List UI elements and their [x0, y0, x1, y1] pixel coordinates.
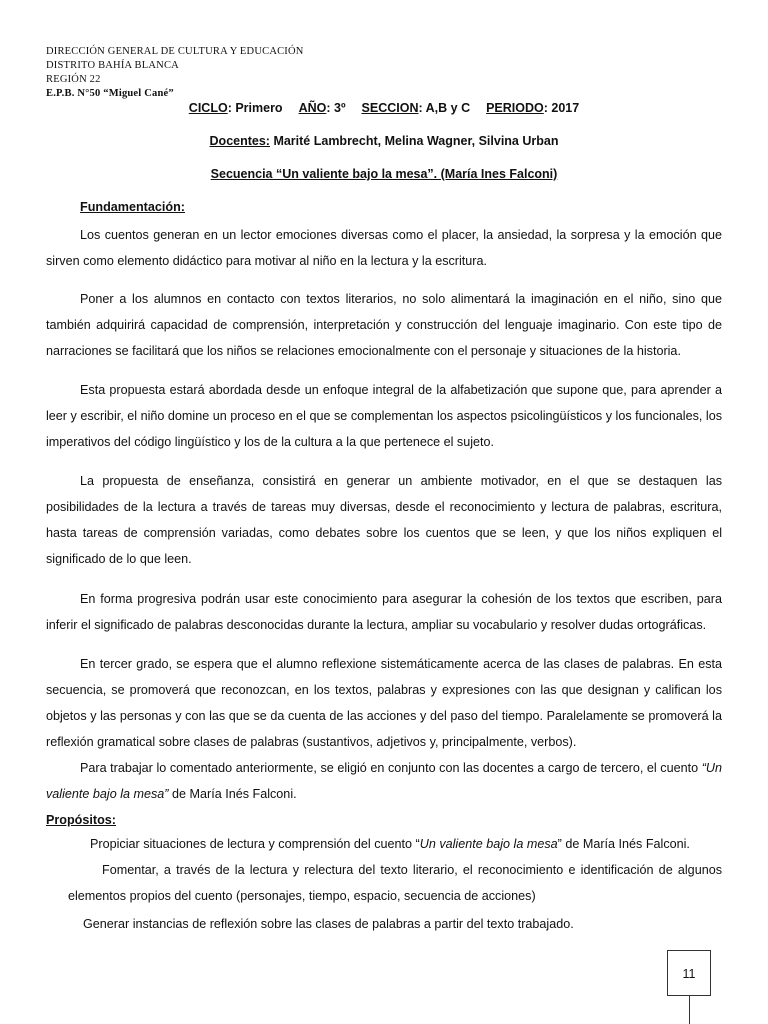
page-number-connector [689, 996, 690, 1024]
ciclo-label: CICLO [188, 101, 228, 115]
seccion-label: SECCION [361, 101, 419, 115]
course-info-line [0, 101, 768, 115]
page-number: 11 [682, 967, 696, 981]
docentes-line [0, 134, 768, 148]
purpose-story-title-italic: Un valiente bajo la mesa [419, 837, 558, 851]
paragraph-2: Poner a los alumnos en contacto con textos literarios, no solo alimentará la imaginación en el niño, sino que también adquirirá capacidad de comprensión, interpretación y construcción del lenguaje imaginario. Con este tipo de narraciones se facilitará que los niños se relaciones emocionalmente con el personaje y situaciones de la historia. [46, 292, 722, 358]
seccion-value: : A,B y C [418, 101, 471, 115]
docentes-value: Marité Lambrecht, Melina Wagner, Silvina Urban [269, 134, 559, 148]
paragraph-1: Los cuentos generan en un lector emociones diversas como el placer, la ansiedad, la sorpresa y la emoción que sirven como elemento didáctico para motivar al niño en la lectura y la escritura. [46, 228, 722, 268]
story-title-italic: “Un valiente bajo la mesa” [46, 761, 722, 801]
header-line-region: REGIÓN 22 [46, 74, 101, 85]
periodo-value: : 2017 [543, 101, 580, 115]
institution-header [46, 45, 304, 101]
paragraph-5: En forma progresiva podrán usar este conocimiento para asegurar la cohesión de los textos que escriben, para inferir el significado de palabras desconocidas durante la lectura, ampliar su vocabulario y resolver dudas ortográficas. [46, 592, 722, 632]
purpose-item-1-text-a: Propiciar situaciones de lectura y comprensión del cuento “ [90, 837, 420, 851]
header-line-school: E.P.B. N°50 “Miguel Cané” [46, 88, 174, 99]
docentes-label: Docentes: [209, 134, 270, 148]
sequence-title [0, 167, 768, 181]
header-line-distrito: DISTRITO BAHÍA BLANCA [46, 60, 179, 71]
propositos-heading: Propósitos: [46, 813, 116, 827]
paragraph-7-text-a: Para trabajar lo comentado anteriormente, se eligió en conjunto con las docentes a cargo de tercero, el cuento [80, 761, 702, 775]
paragraph-7-text-b: de María Inés Falconi. [168, 787, 297, 801]
purpose-item-1 [90, 831, 720, 857]
anio-value: : 3º [326, 101, 346, 115]
anio-label: AÑO [298, 101, 327, 115]
purpose-item-3: Generar instancias de reflexión sobre las clases de palabras a partir del texto trabajado. [83, 917, 574, 931]
purpose-item-2: Fomentar, a través de la lectura y relectura del texto literario, el reconocimiento e identificación de algunos elementos propios del cuento (personajes, tiempo, espacio, secuencia de acciones) [68, 863, 722, 903]
page-number-box [667, 950, 711, 996]
paragraph-7 [46, 755, 722, 807]
header-line-direccion: DIRECCIÓN GENERAL DE CULTURA Y EDUCACIÓN [46, 46, 304, 57]
paragraph-6: En tercer grado, se espera que el alumno reflexione sistemáticamente acerca de las clases de palabras. En esta secuencia, se promoverá que reconozcan, en los textos, palabras y expresiones con las que designan y califican los objetos y las personas y con las que se da cuenta de las acciones y del paso del tiempo. Paralelamente se promoverá la reflexión gramatical sobre clases de palabras (sustantivos, adjetivos y, principalmente, verbos). [46, 657, 722, 749]
sequence-title-text: Secuencia “Un valiente bajo la mesa”. (María Ines Falconi) [210, 167, 558, 181]
paragraph-4: La propuesta de enseñanza, consistirá en generar un ambiente motivador, en el que se destaquen las posibilidades de la lectura a través de tareas muy diversas, desde el reconocimiento y lectura de palabras, escritura, hasta tareas de comprensión variadas, como debates sobre los cuentos que se leen, y que los niños expliquen el significado de lo que leen. [46, 474, 722, 566]
ciclo-value: : Primero [227, 101, 283, 115]
paragraph-3: Esta propuesta estará abordada desde un enfoque integral de la alfabetización que supone que, para aprender a leer y escribir, el niño domine un proceso en el que se complementan los aspectos psicolingüísticos y los funcionales, los imperativos del código lingüístico y los de la cultura a la que pertenece el sujeto. [46, 383, 722, 449]
periodo-label: PERIODO [486, 101, 544, 115]
purpose-item-1-text-b: ” de María Inés Falconi. [557, 837, 690, 851]
fundamentacion-heading: Fundamentación: [80, 200, 185, 214]
